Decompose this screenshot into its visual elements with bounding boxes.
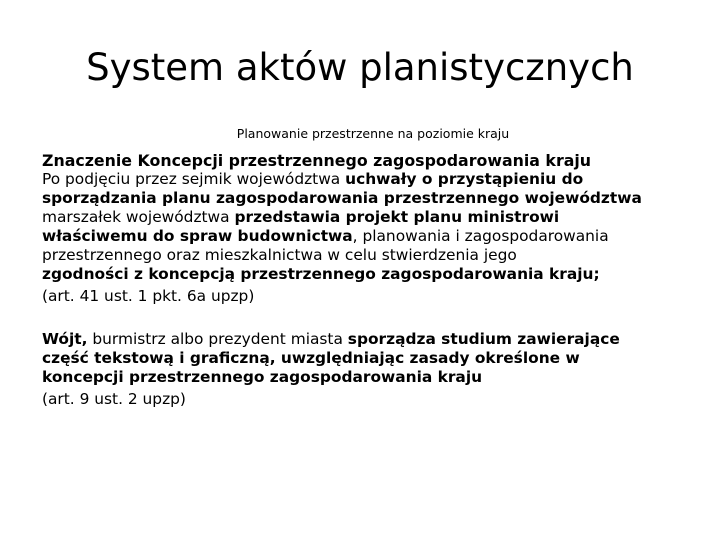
paragraph-2-line-1	[42, 330, 702, 349]
slide-subtitle: Planowanie przestrzenne na poziomie kraju	[236, 126, 510, 141]
text-run: Po podjęciu przez sejmik województwa	[42, 170, 346, 188]
slide-title: System aktów planistycznych	[86, 46, 634, 89]
text-run: marszałek województwa	[42, 208, 235, 226]
spacer	[42, 306, 702, 330]
paragraph-1	[42, 170, 702, 284]
bold-run: przedstawia projekt planu ministrowi	[234, 208, 560, 226]
bold-run: Wójt,	[42, 330, 88, 348]
slide-content	[42, 151, 702, 409]
paragraph-2-line-2: część tekstową i graficzną, uwzględniając zasady określone w	[42, 349, 580, 367]
bold-run: uchwały o przystąpieniu do	[345, 170, 584, 188]
bold-run: właściwemu do spraw budownictwa	[42, 227, 353, 245]
paragraph-2-line-3: koncepcji przestrzennego zagospodarowania kraju	[42, 368, 483, 386]
paragraph-1-line-3	[42, 208, 702, 227]
text-run: , planowania i zagospodarowania	[352, 227, 609, 245]
paragraph-2	[42, 330, 702, 387]
paragraph-1-line-5: przestrzennego oraz mieszkalnictwa w celu stwierdzenia jego	[42, 246, 517, 264]
paragraph-1-line-2: sporządzania planu zagospodarowania przestrzennego województwa	[42, 189, 642, 207]
section-heading: Znaczenie Koncepcji przestrzennego zagospodarowania kraju	[42, 151, 592, 170]
text-run: burmistrz albo prezydent miasta	[87, 330, 348, 348]
paragraph-1-line-6: zgodności z koncepcją przestrzennego zagospodarowania kraju;	[42, 265, 600, 283]
paragraph-1-line-4	[42, 227, 702, 246]
bold-run: sporządza studium zawierające	[347, 330, 620, 348]
paragraph-1-line-1	[42, 170, 702, 189]
reference-2: (art. 9 ust. 2 upzp)	[42, 390, 186, 408]
reference-1: (art. 41 ust. 1 pkt. 6a upzp)	[42, 287, 255, 305]
